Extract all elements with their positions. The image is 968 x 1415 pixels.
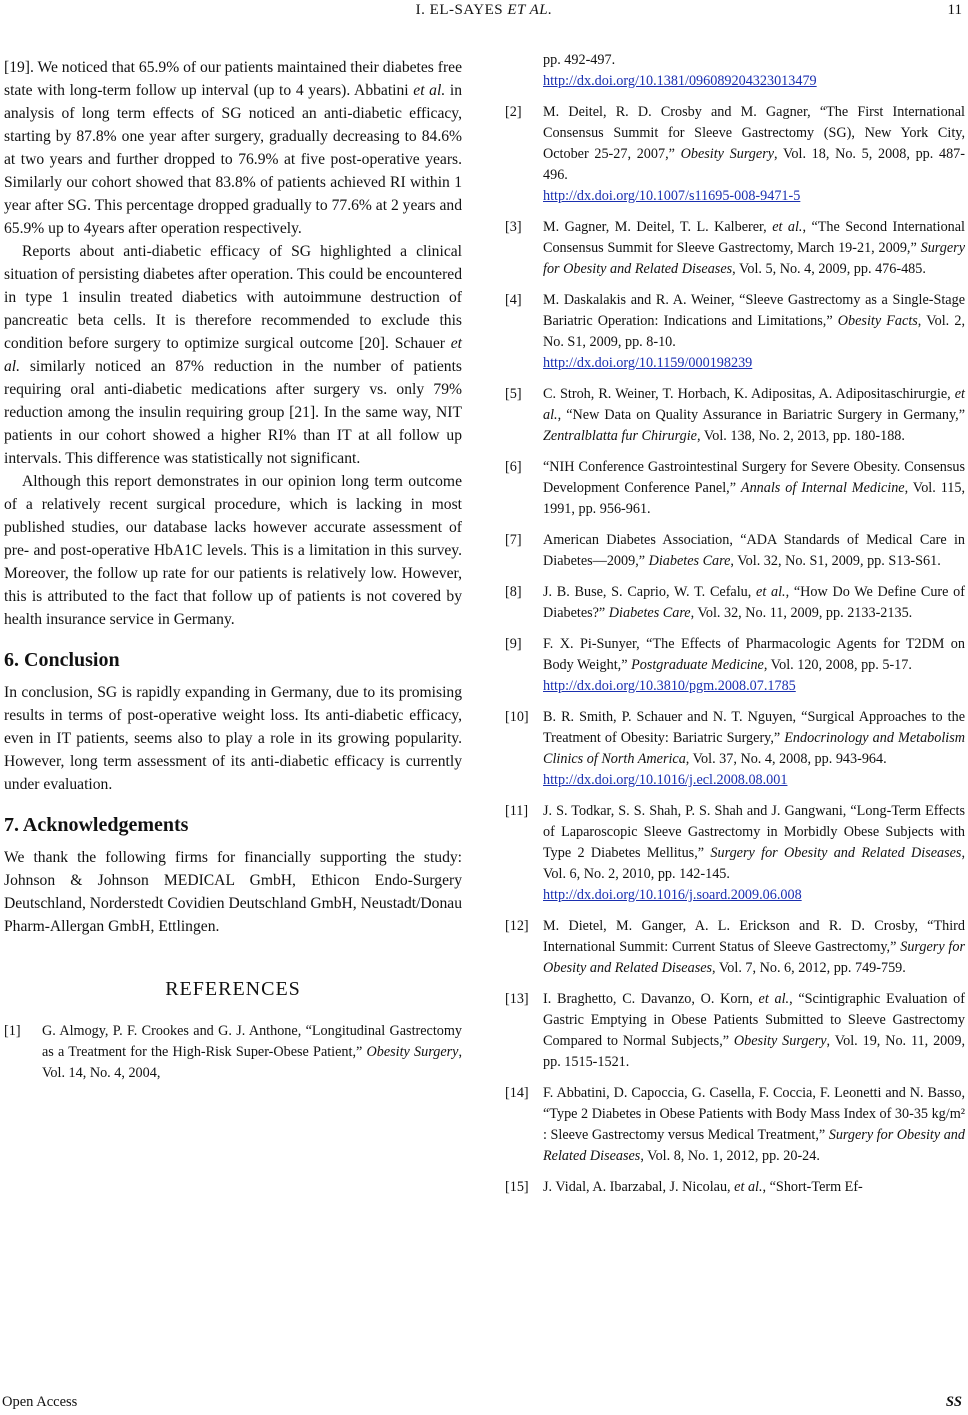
running-head-authors: I. EL-SAYES xyxy=(415,2,504,18)
text-run-italic: Surgery for Obesity and Related Diseases xyxy=(710,845,962,861)
running-head-et-al: ET AL. xyxy=(507,2,553,18)
text-run: , Vol. 7, No. 6, 2012, pp. 749-759. xyxy=(712,960,906,976)
text-run: , Vol. 8, No. 1, 2012, pp. 20-24. xyxy=(640,1148,820,1164)
text-run: J. B. Buse, S. Caprio, W. T. Cefalu, xyxy=(543,584,757,600)
text-run: I. Braghetto, C. Davanzo, O. Korn, xyxy=(543,991,759,1007)
text-run-italic: Endocrinology and Metabolism Clinics of North America xyxy=(543,730,965,767)
reference-item xyxy=(505,634,965,697)
text-run: , Vol. 19, No. 11, 2009, pp. 1515-1521. xyxy=(543,1033,965,1070)
doi-link[interactable]: http://dx.doi.org/10.1381/096089204323013479 xyxy=(543,73,817,89)
text-run-italic: et al. xyxy=(4,335,462,375)
text-run: J. S. Todkar, S. S. Shah, P. S. Shah and J. Gangwani, “Long-Term Effects of Laparoscopic Sleeve Gastrectomy in Morbidly Obese Subjects with Type 2 Diabetes Mellitus,” xyxy=(543,803,965,861)
paragraph-conclusion: In conclusion, SG is rapidly expanding in Germany, due to its promising results in terms of post-operative weight loss. Its anti-diabetic efficacy, even in IT patients, seems also to play a role in its growing popularity. However, long term assessment of its anti-diabetic efficacy is currently under evaluation. xyxy=(4,684,462,793)
footer-journal-code: SS xyxy=(945,1394,962,1410)
text-run-italic: et al. xyxy=(772,219,803,235)
text-run-italic: Diabetes Care xyxy=(648,553,731,569)
paragraph-limitations: Although this report demonstrates in our opinion long term outcome of a relatively recent surgical procedure, which is lacking in most published studies, our database lacks however accurate assessment of pre- and post-operative HbA1C levels. This is a limitation in this survey. Moreover, the follow up rate for our patients is relatively low. However, this is attributed to the fact that follow up of patients is not covered by health insurance service in Germany. xyxy=(4,473,462,628)
text-run-italic: Obesity Facts xyxy=(837,313,918,329)
doi-link[interactable]: http://dx.doi.org/10.1007/s11695-008-9471-5 xyxy=(543,188,801,204)
text-run-italic: Surgery for Obesity and Related Diseases xyxy=(543,939,965,976)
doi-link[interactable]: http://dx.doi.org/10.1016/j.ecl.2008.08.001 xyxy=(543,772,788,788)
text-run: , Vol. 2, No. S1, 2009, pp. 8-10. xyxy=(543,313,965,350)
reference-number: [10] xyxy=(505,709,529,725)
reference-item xyxy=(505,457,965,520)
page-number: 11 xyxy=(947,2,962,18)
text-run-italic: Annals of Internal Medicine xyxy=(740,480,905,496)
heading-acknowledgements: 7. Acknowledgements xyxy=(4,814,189,836)
reference-number: [9] xyxy=(505,636,522,652)
reference-number: [5] xyxy=(505,386,522,402)
running-head xyxy=(0,2,968,19)
text-run: , Vol. 5, No. 4, 2009, pp. 476-485. xyxy=(732,261,926,277)
text-run: , “New Data on Quality Assurance in Bariatric Surgery in Germany,” xyxy=(557,407,965,423)
text-run: , Vol. 37, No. 4, 2008, pp. 943-964. xyxy=(685,751,887,767)
text-run: in analysis of long term effects of SG noticed an anti-diabetic efficacy, starting by 87.8% one year after surgery, gradually decreasing to 84.6% at two years and further dropped to 76.9% at five post-operative years. Similarly our cohort showed that 83.8% of patients achieved RI within 1 year after SG. This percentage dropped gradually to 77.6% at 2 years and 65.9% up to 4years after operation respectively. xyxy=(4,82,462,237)
reference-item xyxy=(505,582,965,624)
reference-number: [13] xyxy=(505,991,529,1007)
text-run: , Vol. 18, No. 5, 2008, pp. 487-496. xyxy=(543,146,966,183)
text-run: pp. 492-497. xyxy=(543,52,616,68)
reference-number: [1] xyxy=(4,1023,21,1039)
reference-item xyxy=(505,1177,965,1198)
text-run: , Vol. 138, No. 2, 2013, pp. 180-188. xyxy=(696,428,905,444)
text-run: similarly noticed an 87% reduction in the number of patients requiring oral anti-diabetic medications after surgery vs. only 79% reduction among the insulin requiring group [21]. In the same way, NIT patients in our cohort showed a higher RI% than IT at all follow up intervals. This difference was statistically not significant. xyxy=(4,358,462,467)
reference-item xyxy=(505,989,965,1073)
text-run: , “The Second International Consensus Summit for Sleeve Gastrectomy, March 19-21, 2009,” xyxy=(543,219,965,256)
left-column xyxy=(4,56,462,1094)
text-run-italic: Obesity Surgery xyxy=(366,1044,459,1060)
reference-item xyxy=(4,1021,462,1084)
footer-open-access: Open Access xyxy=(2,1394,78,1410)
text-run: F. Abbatini, D. Capoccia, G. Casella, F. Coccia, F. Leonetti and N. Basso, “Type 2 Diabetes in Obese Patients with Body Mass Index of 30-35 kg/m² : Sleeve Gastrectomy versus Medical Treatment,” xyxy=(543,1085,965,1143)
text-run: B. R. Smith, P. Schauer and N. T. Nguyen, “Surgical Approaches to the Treatment of Obesity: Bariatric Surgery,” xyxy=(543,709,965,746)
reference-number: [7] xyxy=(505,532,522,548)
text-run: , Vol. 6, No. 2, 2010, pp. 142-145. xyxy=(543,845,966,882)
paragraph-anti-diabetic-efficacy xyxy=(4,240,462,470)
page-header xyxy=(0,2,968,24)
text-run: C. Stroh, R. Weiner, T. Horbach, K. Adipositas, A. Adipositaschirurgie, xyxy=(543,386,955,402)
right-column xyxy=(505,50,965,1208)
page-footer xyxy=(0,1391,968,1411)
reference-item xyxy=(505,384,965,447)
text-run: F. X. Pi-Sunyer, “The Effects of Pharmacologic Agents for T2DM on Body Weight,” xyxy=(543,636,965,673)
text-run: , Vol. 14, No. 4, 2004, xyxy=(42,1044,462,1081)
text-run: G. Almogy, P. F. Crookes and G. J. Anthone, “Longitudinal Gastrectomy as a Treatment for the High-Risk Super-Obese Patient,” xyxy=(42,1023,462,1060)
reference-item xyxy=(505,1083,965,1167)
doi-link[interactable]: http://dx.doi.org/10.1016/j.soard.2009.06.008 xyxy=(543,887,802,903)
paragraph-acknowledgements: We thank the following firms for financially supporting the study: Johnson & Johnson MEDICAL GmbH, Ethicon Endo-Surgery Deutschland, Norderstedt Covidien Deutschland GmbH, Neustadt/Donau Pharm-Allergan GmbH, Ettlingen. xyxy=(4,849,462,935)
reference-item xyxy=(505,102,965,207)
text-run-italic: Obesity Surgery xyxy=(733,1033,827,1049)
text-run-italic: et al. xyxy=(543,386,965,423)
text-run: , Vol. 115, 1991, pp. 956-961. xyxy=(543,480,966,517)
reference-number: [12] xyxy=(505,918,529,934)
text-run: , “Short-Term Ef- xyxy=(762,1179,863,1195)
heading-conclusion: 6. Conclusion xyxy=(4,649,120,671)
reference-list xyxy=(505,102,965,1198)
doi-link[interactable]: http://dx.doi.org/10.3810/pgm.2008.07.1785 xyxy=(543,678,796,694)
text-run-italic: et al. xyxy=(413,82,446,99)
doi-link[interactable]: http://dx.doi.org/10.1159/000198239 xyxy=(543,355,753,371)
text-run: M. Dietel, M. Ganger, A. L. Erickson and R. D. Crosby, “Third International Summit: Current Status of Sleeve Gastrectomy,” xyxy=(543,918,965,955)
text-run: , “Scintigraphic Evaluation of Gastric Emptying in Obese Patients Submitted to Sleeve Gastrectomy Compared to Normal Subjects,” xyxy=(543,991,965,1049)
references-heading: REFERENCES xyxy=(165,978,301,1000)
reference-continuation xyxy=(505,50,965,92)
reference-item xyxy=(505,290,965,374)
text-run: “NIH Conference Gastrointestinal Surgery for Severe Obesity. Consensus Development Conference Panel,” xyxy=(543,459,965,496)
text-run-italic: Diabetes Care xyxy=(608,605,691,621)
reference-number: [4] xyxy=(505,292,522,308)
text-run-italic: et al. xyxy=(734,1179,763,1195)
text-run: M. Deitel, R. D. Crosby and M. Gagner, “The First International Consensus Summit for Sleeve Gastrectomy (SG), New York City, October 25-27, 2007,” xyxy=(543,104,965,162)
reference-item xyxy=(505,916,965,979)
reference-item xyxy=(505,707,965,791)
text-run-italic: Obesity Surgery xyxy=(680,146,775,162)
text-run: American Diabetes Association, “ADA Standards of Medical Care in Diabetes—2009,” xyxy=(543,532,965,569)
reference-item xyxy=(505,801,965,906)
reference-number: [3] xyxy=(505,219,522,235)
text-run: , “How Do We Define Cure of Diabetes?” xyxy=(543,584,965,621)
text-run-italic: Postgraduate Medicine xyxy=(631,657,764,673)
reference-number: [15] xyxy=(505,1179,529,1195)
reference-item xyxy=(505,530,965,572)
reference-item xyxy=(505,217,965,280)
text-run-italic: et al. xyxy=(758,991,790,1007)
reference-number: [14] xyxy=(505,1085,529,1101)
text-run-italic: Surgery for Obesity and Related Diseases xyxy=(543,240,965,277)
reference-number: [11] xyxy=(505,803,529,819)
text-run-italic: Zentralblatta fur Chirurgie xyxy=(543,428,697,444)
text-run-italic: Surgery for Obesity and Related Diseases xyxy=(543,1127,965,1164)
text-run: Reports about anti-diabetic efficacy of SG highlighted a clinical situation of persisting diabetes after operation. This could be encountered in type 1 insulin treated diabetics with autoimmune destruction of pancreatic beta cells. It is therefore recommended to exclude this condition before surgery to optimize surgical outcome [20]. Schauer xyxy=(4,243,462,352)
reference-number: [8] xyxy=(505,584,522,600)
text-run: M. Daskalakis and R. A. Weiner, “Sleeve Gastrectomy as a Single-Stage Bariatric Operation: Indications and Limitations,” xyxy=(543,292,965,329)
text-run: , Vol. 120, 2008, pp. 5-17. xyxy=(763,657,912,673)
text-run-italic: et al. xyxy=(756,584,786,600)
text-run: [19]. We noticed that 65.9% of our patients maintained their diabetes free state with long-term follow up interval (up to 4 years). Abbatini xyxy=(4,59,462,99)
text-run: J. Vidal, A. Ibarzabal, J. Nicolau, xyxy=(543,1179,735,1195)
reference-number: [6] xyxy=(505,459,522,475)
text-run: , Vol. 32, No. S1, 2009, pp. S13-S61. xyxy=(730,553,941,569)
text-run: M. Gagner, M. Deitel, T. L. Kalberer, xyxy=(543,219,773,235)
reference-number: [2] xyxy=(505,104,522,120)
paragraph-results-followup xyxy=(4,56,462,240)
text-run: , Vol. 32, No. 11, 2009, pp. 2133-2135. xyxy=(690,605,913,621)
